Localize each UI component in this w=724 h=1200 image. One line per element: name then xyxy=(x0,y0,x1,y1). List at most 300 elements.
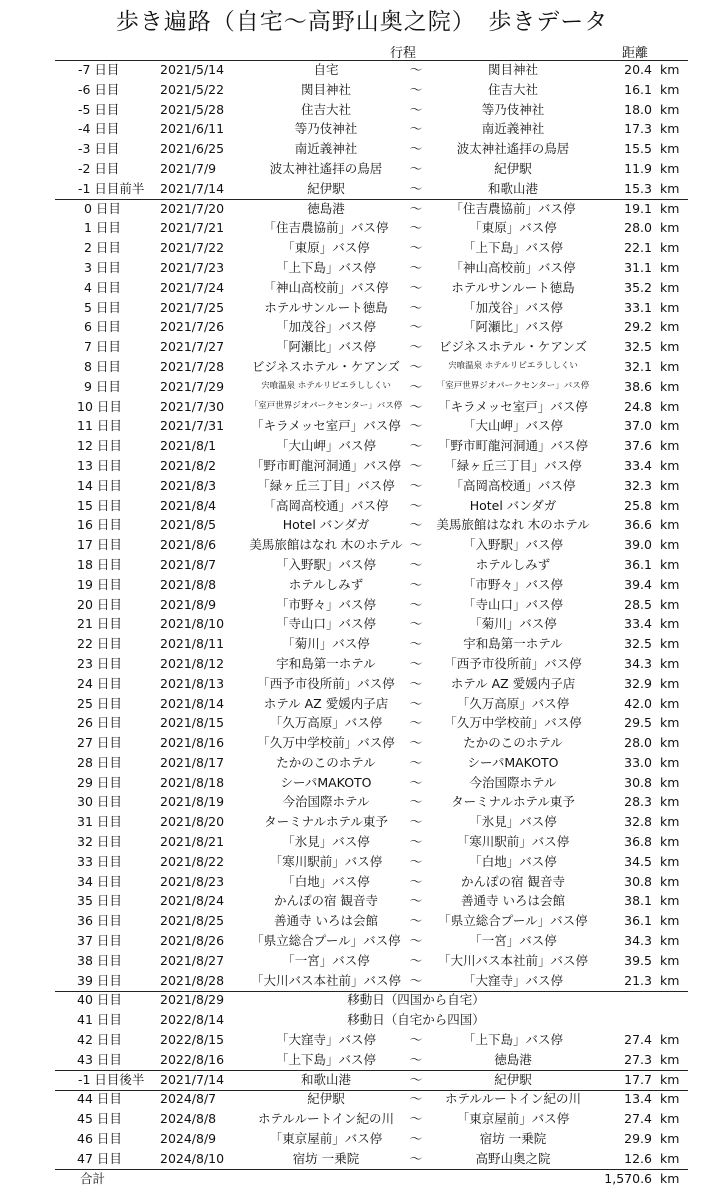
table-row xyxy=(0,179,724,199)
unit-cell: km xyxy=(660,517,680,533)
distance-cell: 39.4 xyxy=(624,576,652,592)
from-cell: 「阿瀬比」バス停 xyxy=(275,339,376,355)
distance-cell: 32.9 xyxy=(624,675,652,691)
day-label: 43 日目 xyxy=(77,1051,122,1067)
total-label: 合計 xyxy=(80,1170,106,1186)
date-cell: 2021/8/10 xyxy=(160,616,225,632)
unit-cell: km xyxy=(660,141,680,157)
table-row xyxy=(0,812,724,832)
tilde-cell: 〜 xyxy=(409,576,423,592)
date-cell: 2021/8/2 xyxy=(160,457,217,473)
day-label: -6 日目 xyxy=(78,81,120,97)
to-cell: 波太神社遙拝の鳥居 xyxy=(456,141,570,157)
unit-cell: km xyxy=(660,754,680,770)
table-row xyxy=(0,377,724,397)
distance-cell: 37.6 xyxy=(624,438,652,454)
date-cell: 2021/6/25 xyxy=(160,141,225,157)
day-label: -7 日目 xyxy=(78,62,120,77)
total-row xyxy=(0,1169,724,1189)
date-cell: 2021/8/16 xyxy=(160,735,225,751)
unit-cell: km xyxy=(660,1111,680,1127)
table-row xyxy=(0,476,724,496)
table-row xyxy=(0,496,724,516)
day-label: 47 日目 xyxy=(77,1150,122,1166)
table-row xyxy=(0,575,724,595)
to-cell: ホテルしみず xyxy=(475,556,551,572)
travel-day-cell: 移動日（自宅から四国） xyxy=(347,1012,485,1028)
tilde-cell: 〜 xyxy=(409,62,423,77)
table-row xyxy=(0,515,724,535)
date-cell: 2021/7/31 xyxy=(160,418,225,434)
day-label: 25 日目 xyxy=(77,695,122,711)
unit-cell: km xyxy=(660,1170,680,1186)
from-cell: 「緑ヶ丘三丁目」バス停 xyxy=(257,477,395,493)
date-cell: 2021/8/17 xyxy=(160,754,225,770)
tilde-cell: 〜 xyxy=(409,636,423,652)
date-cell: 2021/7/21 xyxy=(160,220,225,236)
to-cell: ターミナルホテル東予 xyxy=(451,794,575,810)
day-label: 34 日目 xyxy=(77,873,122,889)
day-label: 13 日目 xyxy=(77,457,122,473)
from-cell: 和歌山港 xyxy=(300,1071,351,1087)
unit-cell: km xyxy=(660,1032,680,1048)
day-label: -2 日目 xyxy=(78,160,120,176)
unit-cell: km xyxy=(660,101,680,117)
tilde-cell: 〜 xyxy=(409,1071,423,1087)
tilde-cell: 〜 xyxy=(409,1032,423,1048)
date-cell: 2021/8/9 xyxy=(160,596,217,612)
table-row xyxy=(0,397,724,417)
tilde-cell: 〜 xyxy=(409,378,423,394)
to-cell: 善通寺 いろは会館 xyxy=(461,893,565,909)
date-cell: 2021/7/28 xyxy=(160,358,225,374)
unit-cell: km xyxy=(660,636,680,652)
distance-cell: 38.6 xyxy=(624,378,652,394)
day-label: -1 日目前半 xyxy=(78,180,145,196)
table-row xyxy=(0,694,724,714)
tilde-cell: 〜 xyxy=(409,141,423,157)
distance-cell: 36.1 xyxy=(624,556,652,572)
day-label: 17 日目 xyxy=(77,537,122,553)
tilde-cell: 〜 xyxy=(409,220,423,236)
date-cell: 2024/8/8 xyxy=(160,1111,217,1127)
table-row xyxy=(0,1050,724,1070)
table-row xyxy=(0,713,724,733)
table-row xyxy=(0,80,724,100)
from-cell: 「久万高原」バス停 xyxy=(269,715,383,731)
from-cell: 「高岡高校通」バス停 xyxy=(263,497,389,513)
to-cell: 宿坊 一乗院 xyxy=(479,1131,547,1147)
from-cell: 「白地」バス停 xyxy=(282,873,370,889)
tilde-cell: 〜 xyxy=(409,715,423,731)
table-row xyxy=(0,891,724,911)
from-cell: 宿坊 一乗院 xyxy=(292,1150,360,1166)
day-label: 41 日目 xyxy=(77,1012,122,1028)
unit-cell: km xyxy=(660,398,680,414)
date-cell: 2021/8/4 xyxy=(160,497,217,513)
from-cell: 「大窪寺」バス停 xyxy=(275,1032,376,1048)
distance-cell: 34.5 xyxy=(624,853,652,869)
date-cell: 2021/8/22 xyxy=(160,853,225,869)
distance-header: 距離 xyxy=(622,46,649,61)
from-cell: 「氷見」バス停 xyxy=(282,834,370,850)
date-cell: 2021/8/24 xyxy=(160,893,225,909)
tilde-cell: 〜 xyxy=(409,695,423,711)
date-cell: 2021/8/27 xyxy=(160,952,225,968)
date-cell: 2021/7/24 xyxy=(160,279,225,295)
date-cell: 2021/8/5 xyxy=(160,517,217,533)
table-row xyxy=(0,258,724,278)
tilde-cell: 〜 xyxy=(409,556,423,572)
unit-cell: km xyxy=(660,279,680,295)
date-cell: 2021/8/8 xyxy=(160,576,217,592)
tilde-cell: 〜 xyxy=(409,240,423,256)
day-label: 12 日目 xyxy=(77,438,122,454)
unit-cell: km xyxy=(660,774,680,790)
table-row xyxy=(0,852,724,872)
unit-cell: km xyxy=(660,180,680,196)
from-cell: 南近義神社 xyxy=(294,141,358,157)
distance-cell: 24.8 xyxy=(624,398,652,414)
day-label: 44 日目 xyxy=(77,1091,122,1107)
from-cell: 「久万中学校前」バス停 xyxy=(257,735,395,751)
to-cell: 「寺山口」バス停 xyxy=(462,596,563,612)
tilde-cell: 〜 xyxy=(409,933,423,949)
tilde-cell: 〜 xyxy=(409,418,423,434)
date-cell: 2021/7/27 xyxy=(160,339,225,355)
day-label: 37 日目 xyxy=(77,933,122,949)
distance-cell: 20.4 xyxy=(624,62,652,77)
tilde-cell: 〜 xyxy=(409,893,423,909)
table-row xyxy=(0,238,724,258)
to-cell: 高野山奥之院 xyxy=(475,1150,551,1166)
distance-cell: 33.1 xyxy=(624,299,652,315)
to-cell: 「住吉農協前」バス停 xyxy=(450,200,576,216)
to-cell: 「西予市役所前」バス停 xyxy=(444,655,582,671)
unit-cell: km xyxy=(660,655,680,671)
unit-cell: km xyxy=(660,62,680,77)
table-row xyxy=(0,139,724,159)
day-label: -1 日目後半 xyxy=(78,1071,145,1087)
date-cell: 2021/7/29 xyxy=(160,378,225,394)
tilde-cell: 〜 xyxy=(409,299,423,315)
from-cell: 関目神社 xyxy=(300,81,351,97)
date-cell: 2021/8/1 xyxy=(160,438,217,454)
distance-cell: 17.3 xyxy=(624,121,652,137)
to-cell: ビジネスホテル・ケアンズ xyxy=(438,339,588,355)
to-cell: ホテルルートイン紀の川 xyxy=(445,1091,581,1107)
unit-cell: km xyxy=(660,339,680,355)
tilde-cell: 〜 xyxy=(409,1111,423,1127)
distance-cell: 32.1 xyxy=(624,358,652,374)
table-row xyxy=(0,1149,724,1169)
tilde-cell: 〜 xyxy=(409,616,423,632)
day-label: 4 日目 xyxy=(84,279,121,295)
tilde-cell: 〜 xyxy=(409,735,423,751)
day-label: 14 日目 xyxy=(77,477,122,493)
tilde-cell: 〜 xyxy=(409,1150,423,1166)
from-cell: ビジネスホテル・ケアンズ xyxy=(251,358,401,374)
day-label: 7 日目 xyxy=(84,339,121,355)
to-cell: 南近義神社 xyxy=(481,121,545,137)
distance-cell: 16.1 xyxy=(624,81,652,97)
from-cell: ホテル AZ 愛媛内子店 xyxy=(263,695,389,711)
to-cell: 「氷見」バス停 xyxy=(469,814,557,830)
to-cell: 「大窪寺」バス停 xyxy=(462,972,563,988)
from-cell: 善通寺 いろは会館 xyxy=(274,913,378,929)
to-cell: 「久万中学校前」バス停 xyxy=(444,715,582,731)
table-row xyxy=(0,218,724,238)
from-cell: 「キラメッセ室戸」バス停 xyxy=(251,418,401,434)
to-cell: Hotel バンダガ xyxy=(469,497,557,513)
date-cell: 2021/8/13 xyxy=(160,675,225,691)
tilde-cell: 〜 xyxy=(409,972,423,988)
from-cell: 「大山岬」バス停 xyxy=(275,438,376,454)
unit-cell: km xyxy=(660,893,680,909)
date-cell: 2021/8/19 xyxy=(160,794,225,810)
date-cell: 2022/8/16 xyxy=(160,1051,225,1067)
day-label: 30 日目 xyxy=(77,794,122,810)
to-cell: 「東原」バス停 xyxy=(469,220,557,236)
date-cell: 2021/8/29 xyxy=(160,992,225,1008)
day-label: 11 日目 xyxy=(77,418,122,434)
day-label: 40 日目 xyxy=(77,992,122,1008)
unit-cell: km xyxy=(660,735,680,751)
day-label: 0 日目 xyxy=(84,200,121,216)
tilde-cell: 〜 xyxy=(409,517,423,533)
from-cell: 美馬旅館はなれ 木のホテル xyxy=(249,537,403,553)
distance-cell: 32.8 xyxy=(624,814,652,830)
to-cell: 「キラメッセ室戸」バス停 xyxy=(438,398,588,414)
date-cell: 2021/7/22 xyxy=(160,240,225,256)
distance-cell: 15.3 xyxy=(624,180,652,196)
unit-cell: km xyxy=(660,913,680,929)
day-label: 27 日目 xyxy=(77,735,122,751)
tilde-cell: 〜 xyxy=(409,438,423,454)
distance-cell: 42.0 xyxy=(624,695,652,711)
tilde-cell: 〜 xyxy=(409,853,423,869)
tilde-cell: 〜 xyxy=(409,457,423,473)
distance-cell: 11.9 xyxy=(624,160,652,176)
day-label: 6 日目 xyxy=(84,319,121,335)
unit-cell: km xyxy=(660,715,680,731)
day-label: 46 日目 xyxy=(77,1131,122,1147)
to-cell: 「久万高原」バス停 xyxy=(456,695,570,711)
date-cell: 2022/8/15 xyxy=(160,1032,225,1048)
unit-cell: km xyxy=(660,200,680,216)
from-cell: 「神山高校前」バス停 xyxy=(263,279,389,295)
to-cell: 徳島港 xyxy=(494,1051,532,1067)
unit-cell: km xyxy=(660,695,680,711)
table-row xyxy=(0,614,724,634)
to-cell: ホテルサンルート徳島 xyxy=(451,279,575,295)
tilde-cell: 〜 xyxy=(409,121,423,137)
from-cell: 「西予市役所前」バス停 xyxy=(257,675,395,691)
to-cell: 「大山岬」バス停 xyxy=(462,418,563,434)
to-cell: 住吉大社 xyxy=(487,81,538,97)
table-row xyxy=(0,1070,724,1090)
date-cell: 2024/8/10 xyxy=(160,1150,225,1166)
unit-cell: km xyxy=(660,972,680,988)
tilde-cell: 〜 xyxy=(409,1051,423,1067)
date-cell: 2021/8/14 xyxy=(160,695,225,711)
from-cell: 宇和島第一ホテル xyxy=(276,655,376,671)
distance-cell: 36.1 xyxy=(624,913,652,929)
from-cell: 今治国際ホテル xyxy=(282,794,370,810)
to-cell: 「神山高校前」バス停 xyxy=(450,259,576,275)
day-label: 36 日目 xyxy=(77,913,122,929)
unit-cell: km xyxy=(660,319,680,335)
table-row xyxy=(0,792,724,812)
unit-cell: km xyxy=(660,497,680,513)
from-cell: 「東原」バス停 xyxy=(282,240,370,256)
unit-cell: km xyxy=(660,834,680,850)
tilde-cell: 〜 xyxy=(409,339,423,355)
from-cell: シーパMAKOTO xyxy=(280,774,372,790)
table-row xyxy=(0,456,724,476)
unit-cell: km xyxy=(660,933,680,949)
tilde-cell: 〜 xyxy=(409,279,423,295)
date-cell: 2021/5/22 xyxy=(160,81,225,97)
unit-cell: km xyxy=(660,358,680,374)
total-distance: 1,570.6 xyxy=(604,1170,652,1186)
tilde-cell: 〜 xyxy=(409,200,423,216)
tilde-cell: 〜 xyxy=(409,537,423,553)
date-cell: 2021/8/11 xyxy=(160,636,225,652)
distance-cell: 29.5 xyxy=(624,715,652,731)
table-row xyxy=(0,60,724,80)
table-row xyxy=(0,119,724,139)
distance-cell: 21.3 xyxy=(624,972,652,988)
to-cell: 「野市町龍河洞通」バス停 xyxy=(437,438,588,454)
date-cell: 2021/8/25 xyxy=(160,913,225,929)
distance-cell: 33.4 xyxy=(624,457,652,473)
to-cell: 「東京屋前」バス停 xyxy=(456,1111,570,1127)
unit-cell: km xyxy=(660,121,680,137)
from-cell: たかのこのホテル xyxy=(276,754,376,770)
day-label: 2 日目 xyxy=(84,240,121,256)
tilde-cell: 〜 xyxy=(409,398,423,414)
day-label: 18 日目 xyxy=(77,556,122,572)
distance-cell: 19.1 xyxy=(624,200,652,216)
date-cell: 2022/8/14 xyxy=(160,1012,225,1028)
date-cell: 2021/7/23 xyxy=(160,259,225,275)
from-cell: 「寒川駅前」バス停 xyxy=(269,853,383,869)
table-row xyxy=(0,436,724,456)
tilde-cell: 〜 xyxy=(409,814,423,830)
table-row xyxy=(0,911,724,931)
unit-cell: km xyxy=(660,378,680,394)
to-cell: 紀伊駅 xyxy=(494,160,532,176)
unit-cell: km xyxy=(660,220,680,236)
to-cell: 宇和島第一ホテル xyxy=(463,636,563,652)
day-label: 29 日目 xyxy=(77,774,122,790)
distance-cell: 28.3 xyxy=(624,794,652,810)
day-label: 32 日目 xyxy=(77,834,122,850)
table-row xyxy=(0,773,724,793)
day-label: 33 日目 xyxy=(77,853,122,869)
distance-cell: 28.5 xyxy=(624,596,652,612)
date-cell: 2021/8/3 xyxy=(160,477,217,493)
date-cell: 2021/7/30 xyxy=(160,398,225,414)
walk-table xyxy=(0,60,724,1188)
unit-cell: km xyxy=(660,675,680,691)
distance-cell: 28.0 xyxy=(624,735,652,751)
day-label: -5 日目 xyxy=(78,101,120,117)
from-cell: 住吉大社 xyxy=(300,101,351,117)
unit-cell: km xyxy=(660,438,680,454)
tilde-cell: 〜 xyxy=(409,160,423,176)
tilde-cell: 〜 xyxy=(409,952,423,968)
from-cell: 「大川バス本社前」バス停 xyxy=(250,972,401,988)
distance-cell: 29.2 xyxy=(624,319,652,335)
tilde-cell: 〜 xyxy=(409,794,423,810)
table-row xyxy=(0,317,724,337)
to-cell: 宍喰温泉 ホテルリビエラししくい xyxy=(448,360,578,371)
table-row xyxy=(0,159,724,179)
day-label: 38 日目 xyxy=(77,952,122,968)
table-row xyxy=(0,337,724,357)
distance-cell: 30.8 xyxy=(624,774,652,790)
from-cell: 波太神社遙拝の鳥居 xyxy=(269,160,383,176)
unit-cell: km xyxy=(660,160,680,176)
unit-cell: km xyxy=(660,596,680,612)
tilde-cell: 〜 xyxy=(409,81,423,97)
day-label: 39 日目 xyxy=(77,972,122,988)
distance-cell: 33.4 xyxy=(624,616,652,632)
to-cell: 「緑ヶ丘三丁目」バス停 xyxy=(444,457,582,473)
tilde-cell: 〜 xyxy=(409,655,423,671)
table-row xyxy=(0,595,724,615)
day-label: 42 日目 xyxy=(77,1032,122,1048)
day-label: 45 日目 xyxy=(77,1111,122,1127)
table-row xyxy=(0,555,724,575)
table-row xyxy=(0,1109,724,1129)
to-cell: 紀伊駅 xyxy=(494,1071,532,1087)
table-row xyxy=(0,1129,724,1149)
day-label: 1 日目 xyxy=(84,220,121,236)
unit-cell: km xyxy=(660,873,680,889)
from-cell: ターミナルホテル東予 xyxy=(264,814,388,830)
distance-cell: 25.8 xyxy=(624,497,652,513)
table-row xyxy=(0,990,724,1010)
date-cell: 2021/8/21 xyxy=(160,834,225,850)
date-cell: 2021/7/20 xyxy=(160,200,225,216)
from-cell: 自宅 xyxy=(313,62,339,77)
unit-cell: km xyxy=(660,477,680,493)
date-cell: 2024/8/7 xyxy=(160,1091,217,1107)
date-cell: 2021/8/6 xyxy=(160,537,217,553)
table-row xyxy=(0,1010,724,1030)
distance-cell: 39.0 xyxy=(624,537,652,553)
tilde-cell: 〜 xyxy=(409,873,423,889)
to-cell: たかのこのホテル xyxy=(463,735,563,751)
date-cell: 2021/7/25 xyxy=(160,299,225,315)
from-cell: 徳島港 xyxy=(307,200,345,216)
distance-cell: 32.3 xyxy=(624,477,652,493)
from-cell: 「寺山口」バス停 xyxy=(275,616,376,632)
day-label: 15 日目 xyxy=(77,497,122,513)
date-cell: 2021/8/26 xyxy=(160,933,225,949)
from-cell: 「東京屋前」バス停 xyxy=(269,1131,383,1147)
tilde-cell: 〜 xyxy=(409,754,423,770)
day-label: 9 日目 xyxy=(84,378,121,394)
to-cell: 「菊川」バス停 xyxy=(469,616,557,632)
tilde-cell: 〜 xyxy=(409,596,423,612)
to-cell: かんぽの宿 観音寺 xyxy=(461,873,565,889)
to-cell: 「市野々」バス停 xyxy=(462,576,563,592)
from-cell: 「上下島」バス停 xyxy=(275,1051,376,1067)
